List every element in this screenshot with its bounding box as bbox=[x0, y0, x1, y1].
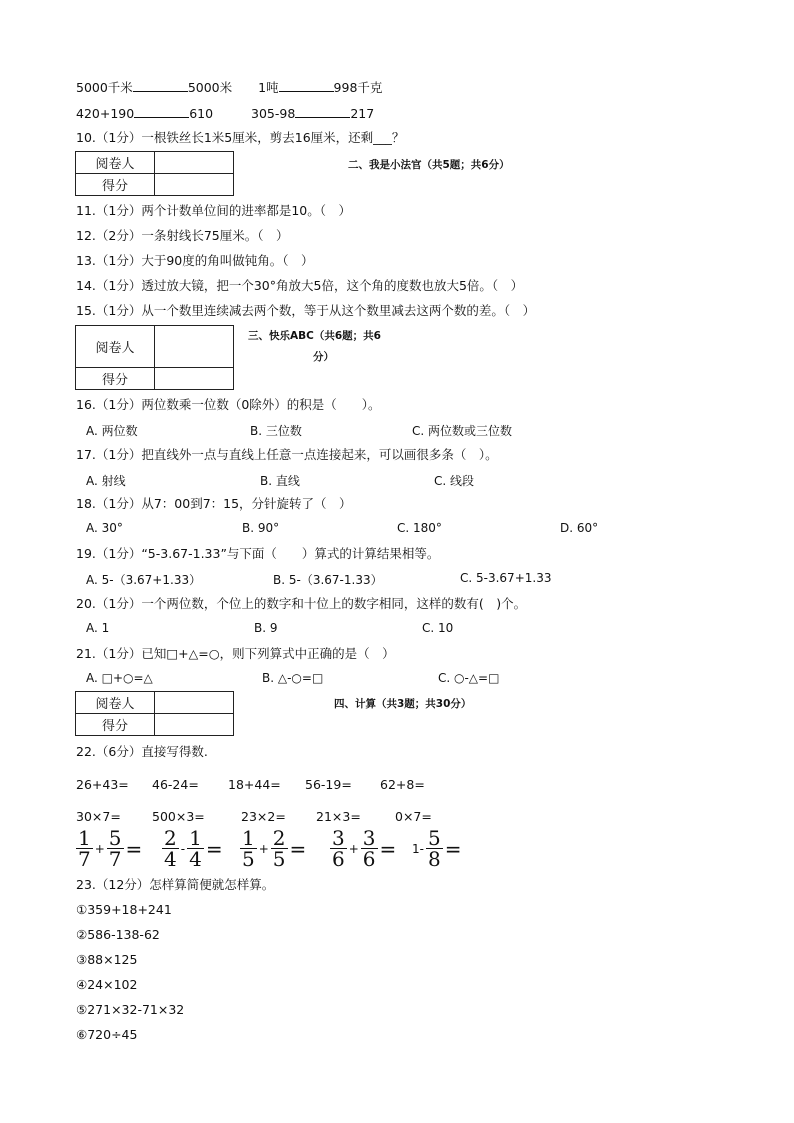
fraction-expr-3: $\frac{1}{5}$ + $\frac{2}{5}$ = bbox=[242, 826, 307, 871]
calc-item: 21×3= bbox=[316, 809, 361, 824]
fraction: $\frac{2}{4}$ bbox=[164, 826, 177, 871]
compare-item: 217 bbox=[350, 106, 375, 121]
reviewer-label: 阅卷人 bbox=[76, 152, 155, 174]
fraction: $\frac{1}{7}$ bbox=[78, 826, 91, 871]
question-14: 14.（1分）透过放大镜，把一个30°角放大5倍，这个角的度数也放大5倍。（ ） bbox=[76, 278, 524, 293]
fraction-expr-4: $\frac{3}{6}$ + $\frac{3}{6}$ = bbox=[332, 826, 397, 871]
fraction: $\frac{5}{8}$ bbox=[427, 826, 441, 871]
option-17c[interactable]: C. 线段 bbox=[434, 474, 475, 488]
fraction-expr-5: 1- $\frac{5}{8}$ = bbox=[412, 826, 462, 871]
calc-item: 18+44= bbox=[228, 777, 281, 792]
fraction: $\frac{1}{5}$ bbox=[242, 826, 255, 871]
fraction: $\frac{5}{7}$ bbox=[108, 826, 122, 871]
question-22: 22.（6分）直接写得数. bbox=[76, 744, 208, 759]
question-13: 13.（1分）大于90度的角叫做钝角。（ ） bbox=[76, 253, 314, 268]
question-16: 16.（1分）两位数乘一位数（0除外）的积是（ ）。 bbox=[76, 397, 381, 412]
option-16c[interactable]: C. 两位数或三位数 bbox=[412, 424, 513, 438]
score-label: 得分 bbox=[76, 714, 155, 736]
fraction-expr-2: $\frac{2}{4}$ - $\frac{1}{4}$ = bbox=[164, 826, 223, 871]
question-23: 23.（12分）怎样算简便就怎样算。 bbox=[76, 877, 275, 892]
option-18a[interactable]: A. 30° bbox=[86, 521, 123, 535]
calc-item: 46-24= bbox=[152, 777, 199, 792]
answer-blank bbox=[133, 80, 188, 92]
calc-problem-1: ①359+18+241 bbox=[76, 902, 172, 917]
compare-line-2 bbox=[76, 106, 374, 122]
compare-item: 420+190 bbox=[76, 106, 135, 121]
calc-problem-3: ③88×125 bbox=[76, 952, 138, 967]
compare-item: 1吨 bbox=[258, 80, 279, 95]
reviewer-label: 阅卷人 bbox=[76, 692, 155, 714]
option-21a[interactable]: A. □+○=△ bbox=[86, 671, 153, 685]
compare-line-1 bbox=[76, 80, 382, 96]
question-10: 10.（1分）一根铁丝长1米5厘米，剪去16厘米，还剩___？ bbox=[76, 130, 405, 145]
calc-problem-6: ⑥720÷45 bbox=[76, 1027, 138, 1042]
calc-problem-5: ⑤271×32-71×32 bbox=[76, 1002, 185, 1017]
calc-item: 23×2= bbox=[241, 809, 286, 824]
option-17b[interactable]: B. 直线 bbox=[260, 474, 300, 488]
section-3-title-cont: 分） bbox=[313, 351, 334, 363]
question-12: 12.（2分）一条射线长75厘米。（ ） bbox=[76, 228, 289, 243]
option-20c[interactable]: C. 10 bbox=[422, 621, 454, 635]
question-17: 17.（1分）把直线外一点与直线上任意一点连接起来，可以画很多条（ ）。 bbox=[76, 447, 498, 462]
answer-blank bbox=[134, 106, 189, 118]
option-18b[interactable]: B. 90° bbox=[242, 521, 280, 535]
calc-item: 500×3= bbox=[152, 809, 205, 824]
option-19b[interactable]: B. 5-（3.67-1.33） bbox=[273, 573, 383, 587]
compare-item: 5000千米 bbox=[76, 80, 133, 95]
option-18c[interactable]: C. 180° bbox=[397, 521, 442, 535]
fraction: $\frac{3}{6}$ bbox=[362, 826, 376, 871]
option-16a[interactable]: A. 两位数 bbox=[86, 424, 138, 438]
score-box bbox=[75, 325, 234, 390]
reviewer-label: 阅卷人 bbox=[76, 326, 155, 368]
option-20b[interactable]: B. 9 bbox=[254, 621, 278, 635]
option-21b[interactable]: B. △-○=□ bbox=[262, 671, 324, 685]
compare-item: 5000米 bbox=[187, 80, 233, 95]
calc-item: 26+43= bbox=[76, 777, 129, 792]
question-21: 21.（1分）已知□+△=○，则下列算式中正确的是（ ） bbox=[76, 646, 395, 661]
fraction-expr-1: $\frac{1}{7}$ + $\frac{5}{7}$ = bbox=[78, 826, 143, 871]
section-3-title: 三、快乐ABC（共6题；共6 bbox=[248, 330, 381, 342]
calc-item: 56-19= bbox=[305, 777, 352, 792]
score-cell[interactable] bbox=[155, 368, 234, 390]
option-20a[interactable]: A. 1 bbox=[86, 621, 110, 635]
fraction: $\frac{2}{5}$ bbox=[272, 826, 286, 871]
calc-item: 62+8= bbox=[380, 777, 425, 792]
compare-item: 998千克 bbox=[333, 80, 383, 95]
compare-item: 610 bbox=[189, 106, 214, 121]
option-16b[interactable]: B. 三位数 bbox=[250, 424, 302, 438]
reviewer-cell[interactable] bbox=[155, 152, 234, 174]
option-21c[interactable]: C. ○-△=□ bbox=[438, 671, 500, 685]
question-18: 18.（1分）从7：00到7：15，分针旋转了（ ） bbox=[76, 496, 352, 511]
question-20: 20.（1分）一个两位数，个位上的数字和十位上的数字相同，这样的数有( )个。 bbox=[76, 596, 527, 611]
score-label: 得分 bbox=[76, 174, 155, 196]
answer-blank bbox=[295, 106, 350, 118]
calc-item: 0×7= bbox=[395, 809, 432, 824]
calc-item: 30×7= bbox=[76, 809, 121, 824]
option-19c[interactable]: C. 5-3.67+1.33 bbox=[460, 571, 552, 585]
score-cell[interactable] bbox=[155, 174, 234, 196]
question-19: 19.（1分）“5-3.67-1.33”与下面（ ）算式的计算结果相等。 bbox=[76, 546, 440, 561]
question-15: 15.（1分）从一个数里连续减去两个数，等于从这个数里减去这两个数的差。（ ） bbox=[76, 303, 536, 318]
question-11: 11.（1分）两个计数单位间的进率都是10。（ ） bbox=[76, 203, 351, 218]
section-2-title: 二、我是小法官（共5题；共6分） bbox=[348, 159, 510, 171]
option-19a[interactable]: A. 5-（3.67+1.33） bbox=[86, 573, 202, 587]
score-box bbox=[75, 151, 234, 196]
reviewer-cell[interactable] bbox=[155, 326, 234, 368]
score-box bbox=[75, 691, 234, 736]
fraction: $\frac{1}{4}$ bbox=[189, 826, 202, 871]
answer-blank bbox=[279, 80, 334, 92]
option-18d[interactable]: D. 60° bbox=[560, 521, 599, 535]
calc-problem-2: ②586-138-62 bbox=[76, 927, 160, 942]
score-label: 得分 bbox=[76, 368, 155, 390]
compare-item: 305-98 bbox=[251, 106, 296, 121]
fraction: $\frac{3}{6}$ bbox=[332, 826, 345, 871]
calc-problem-4: ④24×102 bbox=[76, 977, 138, 992]
option-17a[interactable]: A. 射线 bbox=[86, 474, 126, 488]
reviewer-cell[interactable] bbox=[155, 692, 234, 714]
score-cell[interactable] bbox=[155, 714, 234, 736]
section-4-title: 四、计算（共3题；共30分） bbox=[334, 698, 472, 710]
